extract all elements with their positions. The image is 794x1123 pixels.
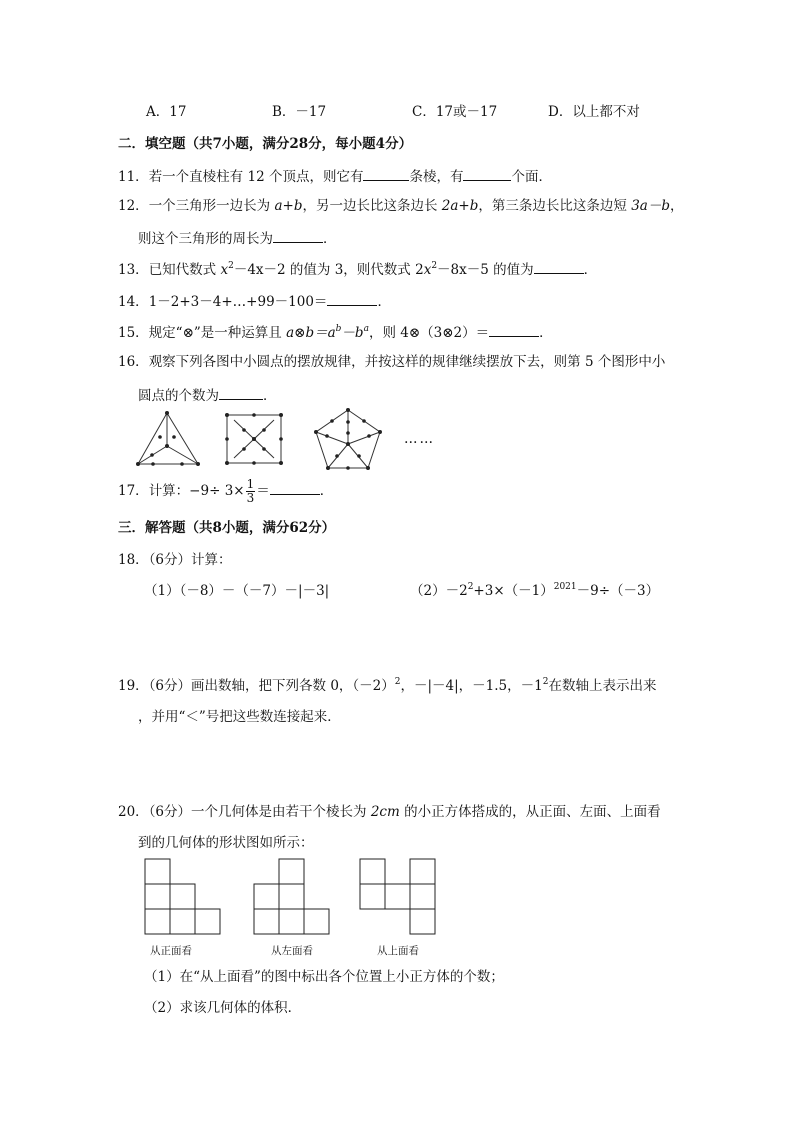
answer-blank xyxy=(489,322,539,337)
q11-text: 条棱，有 xyxy=(409,169,464,185)
q12-expr: 3a－b xyxy=(631,198,670,214)
q15-end: ． xyxy=(539,325,553,341)
q18-exponent: 2 xyxy=(467,582,474,592)
caption-top-view: 从上面看 xyxy=(377,945,419,957)
answer-blank xyxy=(363,166,409,181)
q19-exponent: 2 xyxy=(542,677,549,687)
answer-blank xyxy=(273,228,323,243)
q19-text: 在数轴上表示出来 xyxy=(548,678,657,694)
question-18 xyxy=(118,551,232,569)
q15-expr: a⊗b＝a xyxy=(286,325,336,341)
q11-text: 若一个直棱柱有 12 个顶点，则它有 xyxy=(148,169,364,185)
q13-text: －8x－5 的值为 xyxy=(437,262,534,278)
q13-exponent: 2 xyxy=(228,261,234,271)
answer-blank xyxy=(327,291,377,306)
fraction-one-third xyxy=(246,478,256,505)
answer-blank xyxy=(534,259,584,274)
q19-text: ，－|－4|，－1.5，－1 xyxy=(400,678,543,694)
question-12-line2: 则这个三角形的周长为 ． xyxy=(138,228,337,248)
q12-text: 一个三角形一边长为 xyxy=(148,198,275,214)
q18-part2 xyxy=(410,582,659,600)
left-view-grid xyxy=(253,858,333,938)
answer-blank xyxy=(219,385,263,400)
q10-option-d: D．以上都不对 xyxy=(548,104,640,120)
q15-text: 规定“⊗”是一种运算且 xyxy=(148,325,287,341)
dot-pattern-triangle xyxy=(136,410,202,468)
q11-text: 个面． xyxy=(511,169,552,185)
q15-text: ，则 4⊗（3⊗2）＝ xyxy=(368,325,490,341)
question-19-line2: ，并用“＜”号把这些数连接起来． xyxy=(138,709,341,725)
q18-part1: （1）（－8）－（－7）－|－3| xyxy=(144,583,330,599)
section3-heading: 三．解答题（共8小题，满分62分） xyxy=(118,520,336,536)
question-19 xyxy=(118,677,656,695)
q18-text: （6分）计算： xyxy=(148,552,232,568)
dot-pattern-square xyxy=(224,412,284,466)
q12-text: ，第三条边长比这条边短 xyxy=(478,198,632,214)
question-16-line2 xyxy=(138,385,277,405)
q10-option-c: C．17或－17 xyxy=(412,104,498,120)
q14-end: ． xyxy=(377,294,391,310)
answer-blank xyxy=(463,166,511,181)
q15-exponent: b xyxy=(335,324,342,334)
q20-subquestion-1: （1）在“从上面看”的图中标出各个位置上小正方体的个数； xyxy=(144,969,504,985)
q18-text: +3×（－1） xyxy=(473,583,554,599)
q16-end: ． xyxy=(263,388,277,404)
q19-exponent: 2 xyxy=(394,677,401,687)
question-13 xyxy=(118,259,597,279)
q13-exponent: 2 xyxy=(431,261,438,271)
q13-text: －4x－2 的值为 3，则代数式 2 xyxy=(233,262,424,278)
q18-number: 18． xyxy=(118,552,149,568)
q13-text: 已知代数式 xyxy=(148,262,221,278)
q12-expr: 2a+b xyxy=(441,198,479,214)
question-17 xyxy=(118,478,333,505)
section2-heading: 二．填空题（共7小题，满分28分，每小题4分） xyxy=(118,136,413,152)
question-20 xyxy=(118,803,661,821)
q15-number: 15． xyxy=(118,325,149,341)
q10-option-a: A．17 xyxy=(146,104,187,120)
q20-text: 的小正方体搭成的，从正面、左面、上面看 xyxy=(399,804,661,820)
question-15 xyxy=(118,322,553,342)
fraction-denominator: 3 xyxy=(246,491,255,505)
q16-number: 16． xyxy=(118,354,149,370)
q14-text: 1－2+3－4+…+99－100＝ xyxy=(148,294,328,310)
caption-front-view: 从正面看 xyxy=(150,945,192,957)
q11-number: 11． xyxy=(118,169,149,185)
top-view-grid xyxy=(359,858,439,938)
q16-text: 观察下列各图中小圆点的摆放规律，并按这样的规律继续摆放下去，则第 5 个图形中小 xyxy=(148,354,666,370)
q17-equals: ＝ xyxy=(256,483,270,499)
q19-text: （6分）画出数轴，把下列各数 0，（－2） xyxy=(148,678,395,694)
q20-text: （6分）一个几何体是由若干个棱长为 xyxy=(148,804,371,820)
q17-end: ． xyxy=(319,483,334,499)
q12-expr: a+b xyxy=(274,198,303,214)
q15-expr: －b xyxy=(341,325,364,341)
answer-blank xyxy=(270,480,320,495)
front-view-grid xyxy=(144,858,224,938)
q17-text: 计算：−9÷ 3× xyxy=(148,483,245,499)
q16-text: 圆点的个数为 xyxy=(138,388,219,404)
caption-left-view: 从左面看 xyxy=(271,945,313,957)
q13-number: 13． xyxy=(118,262,149,278)
fraction-numerator: 1 xyxy=(246,477,255,491)
question-12 xyxy=(118,197,683,215)
q20-subquestion-2: （2）求该几何体的体积． xyxy=(144,1000,302,1016)
q10-option-b: B．－17 xyxy=(272,104,327,120)
q17-number: 17． xyxy=(118,483,149,499)
pattern-ellipsis: …… xyxy=(404,431,435,447)
q18-text: －9÷（－3） xyxy=(576,583,660,599)
q12-text: ，另一边长比这条边长 xyxy=(302,198,442,214)
q20-unit: 2cm xyxy=(370,804,400,820)
q18-exponent: 2021 xyxy=(553,582,577,592)
q15-exponent: a xyxy=(363,324,369,334)
q12-text: 则这个三角形的周长为 xyxy=(138,231,273,247)
q19-number: 19． xyxy=(118,678,149,694)
q20-number: 20． xyxy=(118,804,149,820)
q12-number: 12． xyxy=(118,198,149,214)
question-20-line2: 到的几何体的形状图如所示： xyxy=(138,835,314,851)
q14-number: 14． xyxy=(118,294,149,310)
question-11 xyxy=(118,166,552,186)
dot-pattern-pentagon xyxy=(313,408,383,470)
question-14 xyxy=(118,291,391,311)
q13-expr: x xyxy=(423,262,432,278)
q13-expr: x xyxy=(220,262,229,278)
q13-end: ． xyxy=(583,262,598,278)
question-16 xyxy=(118,353,665,371)
q18-text: （2）－2 xyxy=(410,583,468,599)
q12-text: ， xyxy=(669,198,684,214)
